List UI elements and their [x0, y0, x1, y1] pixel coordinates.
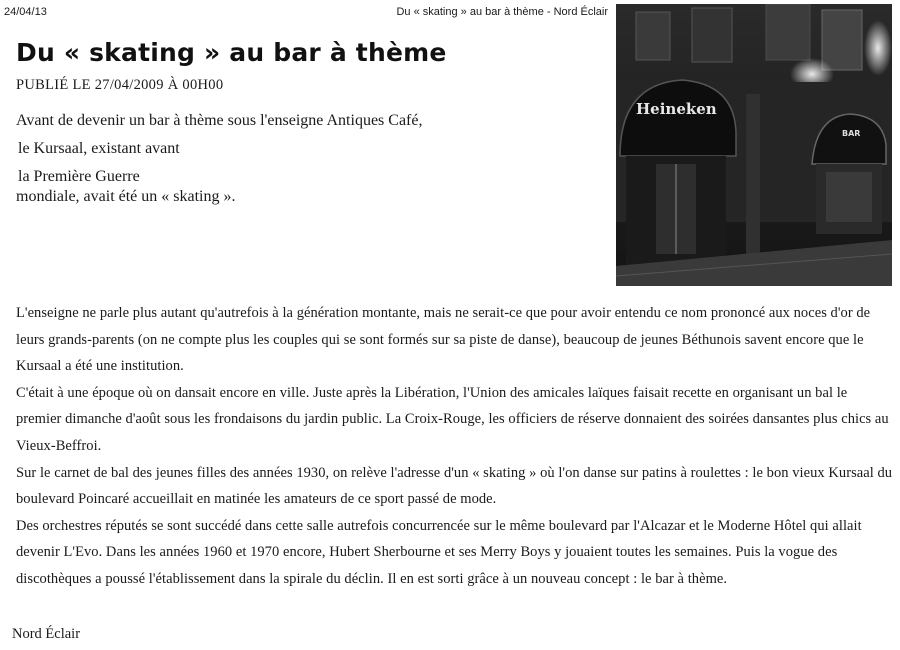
body-paragraph: C'était à une époque où on dansait encore en ville. Juste après la Libération, l'Union des amicales laïques faisait recette en organisant un bal le premier dimanche d'août sous les frondaisons du jardin public. La Croix-Rouge, les officiers de réserve donnaient des soirées dansantes plus chics au Vieux-Beffroi. [16, 384, 889, 454]
lede-line: la Première Guerre [18, 168, 140, 185]
body-paragraph: L'enseigne ne parle plus autant qu'autrefois à la génération montante, mais ne serait-ce que pour avoir entendu ce nom prononcé aux noces d'or de leurs grands-parents (on ne compte plus les couples qui se sont formés sur sa piste de danse), beaucoup de jeunes Béthunois savent encore que le Kursaal a été une institution. [16, 305, 871, 375]
bar-facade-photo [616, 4, 892, 286]
body-paragraph: Sur le carnet de bal des jeunes filles des années 1930, on relève l'adresse d'un « skating » où l'on danse sur patins à roulettes : le bon vieux Kursaal du boulevard Poincaré accueillait en matinée les amateurs de ce sport passé de mode. [16, 464, 893, 508]
article-body [16, 300, 896, 593]
awning-sign-text: Heineken [636, 100, 717, 118]
publication-date: PUBLIÉ LE 27/04/2009 À 00H00 [16, 77, 224, 93]
article-headline: Du « skating » au bar à thème [16, 38, 447, 67]
article-signature: Nord Éclair [12, 626, 81, 642]
lede-line: mondiale, avait été un « skating ». [16, 188, 236, 205]
lede-line: le Kursaal, existant avant [18, 140, 180, 157]
print-header [4, 6, 608, 22]
article-photo [616, 4, 892, 286]
body-paragraph: Des orchestres réputés se sont succédé dans cette salle autrefois concurrencée sur le même boulevard par l'Alcazar et le Moderne Hôtel qui allait devenir L'Evo. Dans les années 1960 et 1970 encore, Hubert Sherbourne et ses Merry Boys y jouaient toutes les semaines. Puis la vogue des discothèques a poussé l'établissement dans la spirale du déclin. Il en est sorti grâce à un nouveau concept : le bar à thème. [16, 517, 862, 587]
print-date: 24/04/13 [4, 6, 47, 18]
lede-line: Avant de devenir un bar à thème sous l'enseigne Antiques Café, [16, 112, 423, 129]
bar-sign-text: BAR [842, 129, 861, 138]
print-page-title: Du « skating » au bar à thème - Nord Éclair [396, 6, 608, 18]
